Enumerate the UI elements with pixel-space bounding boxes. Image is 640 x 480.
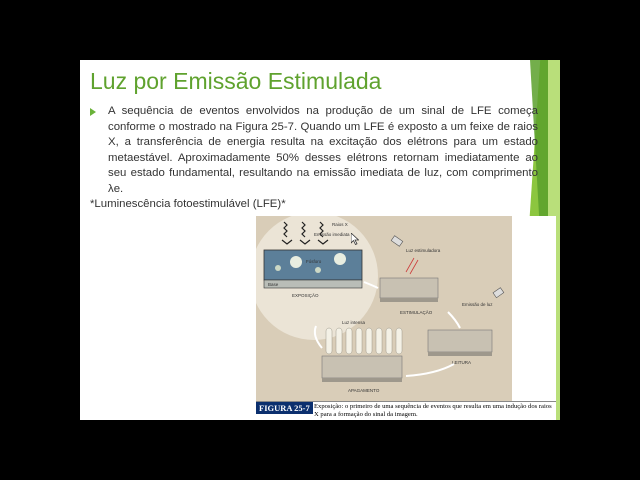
psl-cycle-illustration bbox=[256, 216, 556, 402]
label-emissao-de-luz: Emissão de luz bbox=[462, 302, 493, 307]
label-base: Base bbox=[268, 282, 279, 287]
label-luz-estimuladora: Luz estimuladora bbox=[406, 248, 441, 253]
label-leitura: LEITURA bbox=[452, 360, 472, 365]
label-luz-intensa: Luz intensa bbox=[342, 320, 366, 325]
figure-caption-text: Exposição: o primeiro de uma sequência de eventos que resulta em uma indução dos raios X para a formação do sinal da imagem. bbox=[314, 403, 552, 418]
label-emissao-imediata: Emissão imediata bbox=[314, 232, 350, 237]
label-estimulacao: ESTIMULAÇÃO bbox=[400, 310, 433, 315]
triangle-right-icon bbox=[90, 108, 96, 116]
lfe-note: *Luminescência fotoestimulável (LFE)* bbox=[90, 198, 286, 210]
figure-25-7 bbox=[256, 216, 556, 420]
label-exposicao: EXPOSIÇÃO bbox=[292, 293, 319, 298]
label-raios-x: Raios X bbox=[332, 222, 348, 227]
slide-title: Luz por Emissão Estimulada bbox=[90, 68, 382, 94]
slide bbox=[80, 60, 560, 420]
label-fosforo: Fósforo bbox=[306, 259, 322, 264]
mouse-pointer-icon bbox=[351, 233, 359, 245]
label-apagamento: APAGAMENTO bbox=[348, 388, 380, 393]
slide-paragraph: A sequência de eventos envolvidos na produção de um sinal de LFE começa conforme o mostrado na Figura 25-7. Quando um LFE é exposto a um feixe de raios X, a transferência de energia resulta na excitação dos elétrons para um estado metaestável. Aproximadamente 50% desses elétrons retornam imediatamente ao seu estado fundamental, resultando na emissão imediata de luz, com comprimento λe. bbox=[108, 105, 538, 195]
figure-caption-label: FIGURA 25-7 bbox=[256, 402, 313, 414]
